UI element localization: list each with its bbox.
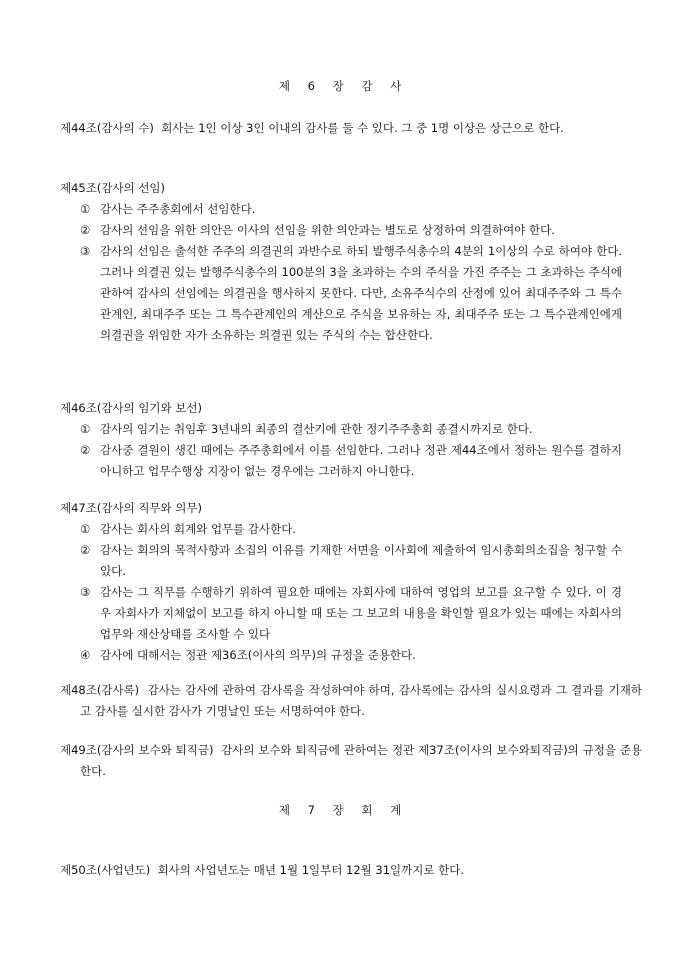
item-text: 감사의 선임은 출석한 주주의 의결권의 과반수로 하되 발행주식총수의 4분의 1이상의 수로 하여야 한다. 그러나 의결권 있는 발행주식총수의 100분의 3을 초과하는 수의 주식을 가진 주주는 그 초과하는 주식에 관하여 감사의 선임에는 의결권을 행사하지 못한다. 다만, 소유주식수의 산정에 있어 최대주주와 그 특수관계인, 최대주주 또는 그 특수관계인의 계산으로 주식을 보유하는 자, 최대주주 또는 그 특수관계인에게 의결권을 위임한 자가 소유하는 의결권 있는 주식의 수는 합산한다.: [100, 244, 622, 342]
item-number: ②: [80, 543, 91, 557]
article-46-item-1: [60, 419, 622, 440]
item-text: 감사의 임기는 취임후 3년내의 최종의 결산기에 관한 정기주주총회 종결시까지로 한다.: [100, 422, 533, 436]
item-number: ②: [80, 443, 91, 457]
item-number: ①: [80, 522, 91, 536]
article-44: [60, 118, 642, 139]
article-49-title: 제49조(감사의 보수와 퇴직금): [60, 743, 214, 757]
item-text: 감사중 결원이 생긴 때에는 주주총회에서 이를 선임한다. 그러나 정관 제44조에서 정하는 원수를 결하지 아니하고 업무수행상 지장이 없는 경우에는 그러하지 아니한다.: [100, 443, 622, 478]
article-47-title: 제47조(감사의 직무와 의무): [60, 501, 203, 515]
article-47-item-2: [60, 540, 622, 582]
item-text: 감사는 주주총회에서 선임한다.: [100, 202, 256, 216]
item-text: 감사는 그 직무를 수행하기 위하여 필요한 때에는 자회사에 대하여 영업의 보고를 요구할 수 있다. 이 경우 자회사가 지체없이 보고를 하지 아니할 때 또는 그 보고의 내용을 확인할 필요가 있는 때에는 자회사의 업무와 재산상태를 조사할 수 있다: [100, 585, 622, 641]
article-50-title: 제50조(사업년도): [60, 863, 151, 877]
article-49-body: 감사의 보수와 퇴직금에 관하여는 정관 제37조(이사의 보수와퇴직금)의 규정을 준용한다.: [80, 743, 642, 778]
item-number: ③: [80, 244, 91, 258]
article-46-items: [60, 419, 622, 482]
article-47-item-3: [60, 582, 622, 645]
article-45-item-3: [60, 241, 622, 346]
article-49: [60, 740, 642, 782]
item-number: ②: [80, 223, 91, 237]
article-45-title: 제45조(감사의 선임): [60, 181, 166, 195]
article-46-item-2: [60, 440, 622, 482]
chapter-6-heading: 제 6 장 감 사: [278, 79, 402, 93]
article-48-title: 제48조(감사록): [60, 683, 140, 697]
article-46: [60, 398, 622, 482]
article-48-body: 감사는 감사에 관하여 감사록을 작성하여야 하며, 감사록에는 감사의 실시요령과 그 결과를 기재하고 감사를 실시한 감사가 기명날인 또는 서명하여야 한다.: [80, 683, 642, 718]
article-47-item-1: [60, 519, 622, 540]
article-44-title: 제44조(감사의 수): [60, 121, 154, 135]
article-45: [60, 178, 622, 346]
article-48: [60, 680, 642, 722]
article-47: [60, 498, 622, 666]
article-47-item-4: [60, 645, 622, 666]
article-50-body: 회사의 사업년도는 매년 1월 1일부터 12월 31일까지로 한다.: [157, 863, 465, 877]
chapter-7-heading: 제 7 장 회 계: [278, 803, 402, 817]
article-50: [60, 860, 642, 881]
article-46-title: 제46조(감사의 임기와 보선): [60, 401, 203, 415]
item-text: 감사는 회사의 회계와 업무를 감사한다.: [100, 522, 297, 536]
item-number: ④: [80, 648, 91, 662]
item-number: ①: [80, 202, 91, 216]
article-47-items: [60, 519, 622, 666]
article-45-items: [60, 199, 622, 346]
item-text: 감사의 선임을 위한 의안은 이사의 선임을 위한 의안과는 별도로 상정하여 의결하여야 한다.: [100, 223, 555, 237]
article-45-item-1: [60, 199, 622, 220]
item-text: 감사에 대해서는 정관 제36조(이사의 의무)의 규정을 준용한다.: [100, 648, 416, 662]
item-number: ③: [80, 585, 91, 599]
item-number: ①: [80, 422, 91, 436]
article-45-item-2: [60, 220, 622, 241]
article-44-body: 회사는 1인 이상 3인 이내의 감사를 둘 수 있다. 그 중 1명 이상은 상근으로 한다.: [161, 121, 564, 135]
item-text: 감사는 회의의 목적사항과 소집의 이유를 기재한 서면을 이사회에 제출하여 임시총회의소집을 청구할 수 있다.: [100, 543, 622, 578]
